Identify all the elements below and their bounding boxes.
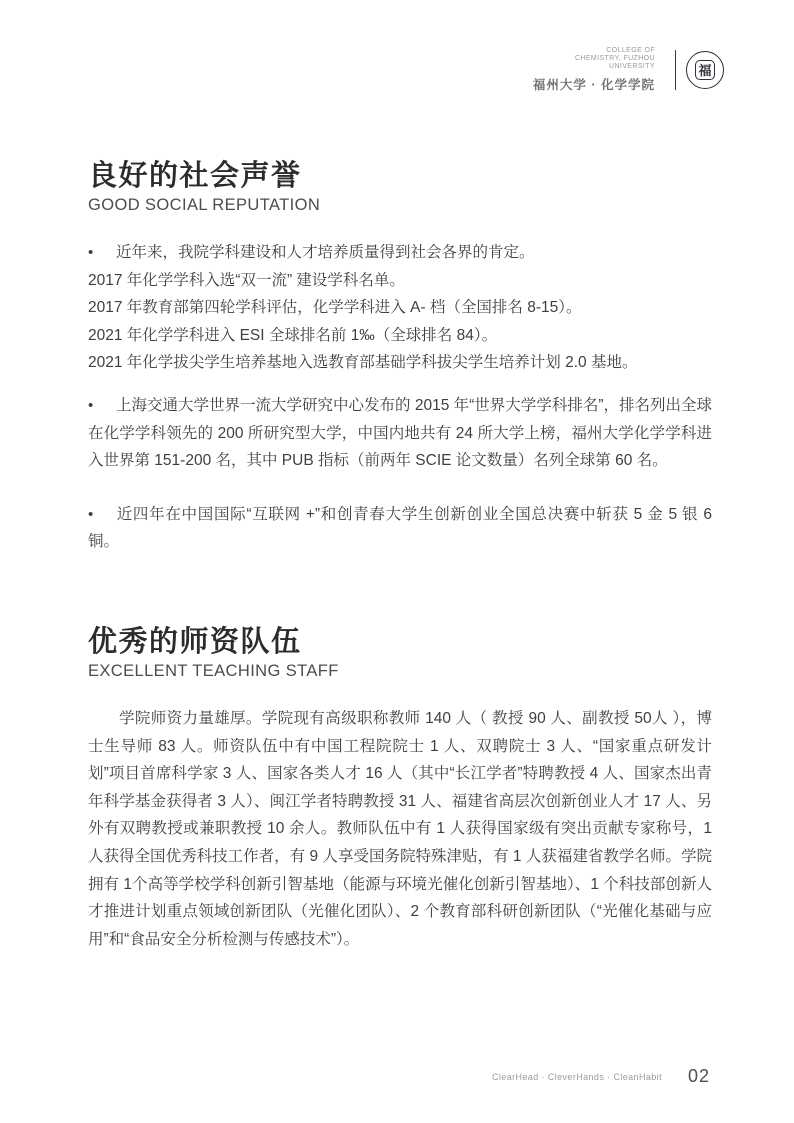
staff-paragraph: 学院师资力量雄厚。学院现有高级职称教师 140 人（ 教授 90 人、副教授 50人 ），博士生导师 83 人。师资队伍中有中国工程院院士 1 人、双聘院士 3 人、“国家重点研发计划”项目首席科学家 3 人、国家各类人才 16 人（其中“长江学者”特聘教授 4 人、国家杰出青年科学基金获得者 3 人）、闽江学者特聘教授 31 人、福建省高层次创新创业人才 17 人、另外有双聘教授或兼职教授 10 余人。教师队伍中有 1 人获得国家级有突出贡献专家称号，1 人获得全国优秀科技工作者，有 9 人享受国务院特殊津贴，有 1 人获福建省教学名师。学院拥有 1个高等学校学科创新引智基地（能源与环境光催化创新引智基地）、1 个科技部创新人才推进计划重点领域创新团队（光催化团队）、2 个教育部科研创新团队（“光催化基础与应用”和“食品安全分析检测与传感技术”）。 bbox=[88, 709, 712, 948]
seal-character: 福 bbox=[695, 60, 715, 80]
section1-title: 良好的社会声誉 bbox=[88, 160, 302, 192]
achievement-line: 2017 年化学学科入选“双一流” 建设学科名单。 bbox=[88, 271, 405, 289]
bullet-item-3 bbox=[88, 501, 712, 556]
college-name-en-line1: COLLEGE OF bbox=[606, 47, 655, 54]
bullet3-text: 近四年在中国国际“互联网 +”和创青春大学生创新创业全国总决赛中斩获 5 金 5 银 6 铜。 bbox=[88, 505, 712, 551]
college-name-cn: 福州大学 · 化学学院 bbox=[532, 78, 655, 92]
page-content bbox=[88, 0, 712, 969]
bullet-icon: • bbox=[88, 244, 94, 261]
achievement-line: 2021 年化学拔尖学生培养基地入选教育部基础学科拔尖学生培养计划 2.0 基地。 bbox=[88, 354, 638, 372]
bullet-icon: • bbox=[88, 505, 94, 523]
section1-body bbox=[88, 239, 712, 556]
achievement-line: 2021 年化学学科进入 ESI 全球排名前 1‰（全球排名 84）。 bbox=[88, 326, 498, 344]
section1-subtitle: GOOD SOCIAL REPUTATION bbox=[88, 196, 321, 214]
footer-motto: ClearHead · CleverHands · CleanHabit bbox=[492, 1071, 662, 1082]
college-name-en-line3: UNIVERSITY bbox=[608, 63, 655, 70]
achievement-line: 2017 年教育部第四轮学科评估，化学学科进入 A- 档（全国排名 8-15）。 bbox=[88, 299, 582, 317]
section-teaching-staff bbox=[88, 624, 712, 953]
page-number: 02 bbox=[687, 1066, 710, 1086]
bullet-item-2 bbox=[88, 392, 712, 475]
bullet1-lead-text: 近年来，我院学科建设和人才培养质量得到社会各界的肯定。 bbox=[116, 244, 535, 261]
section2-subtitle: EXCELLENT TEACHING STAFF bbox=[88, 661, 339, 680]
college-name-en-line2: CHEMISTRY, FUZHOU bbox=[574, 55, 655, 62]
page-footer bbox=[492, 1066, 710, 1087]
bullet2-text: 上海交通大学世界一流大学研究中心发布的 2015 年“世界大学学科排名”，排名列出全球在化学学科领先的 200 所研究型大学，中国内地共有 24 所大学上榜，福州大学化学学科进入世界第 151-200 名，其中 PUB 指标（前两年 SCIE 论文数量）名列全球第 60 名。 bbox=[88, 396, 712, 470]
section2-title: 优秀的师资队伍 bbox=[88, 625, 302, 658]
section-social-reputation bbox=[88, 158, 712, 556]
bullet-icon: • bbox=[88, 396, 94, 414]
bullet-item-1 bbox=[88, 239, 712, 267]
